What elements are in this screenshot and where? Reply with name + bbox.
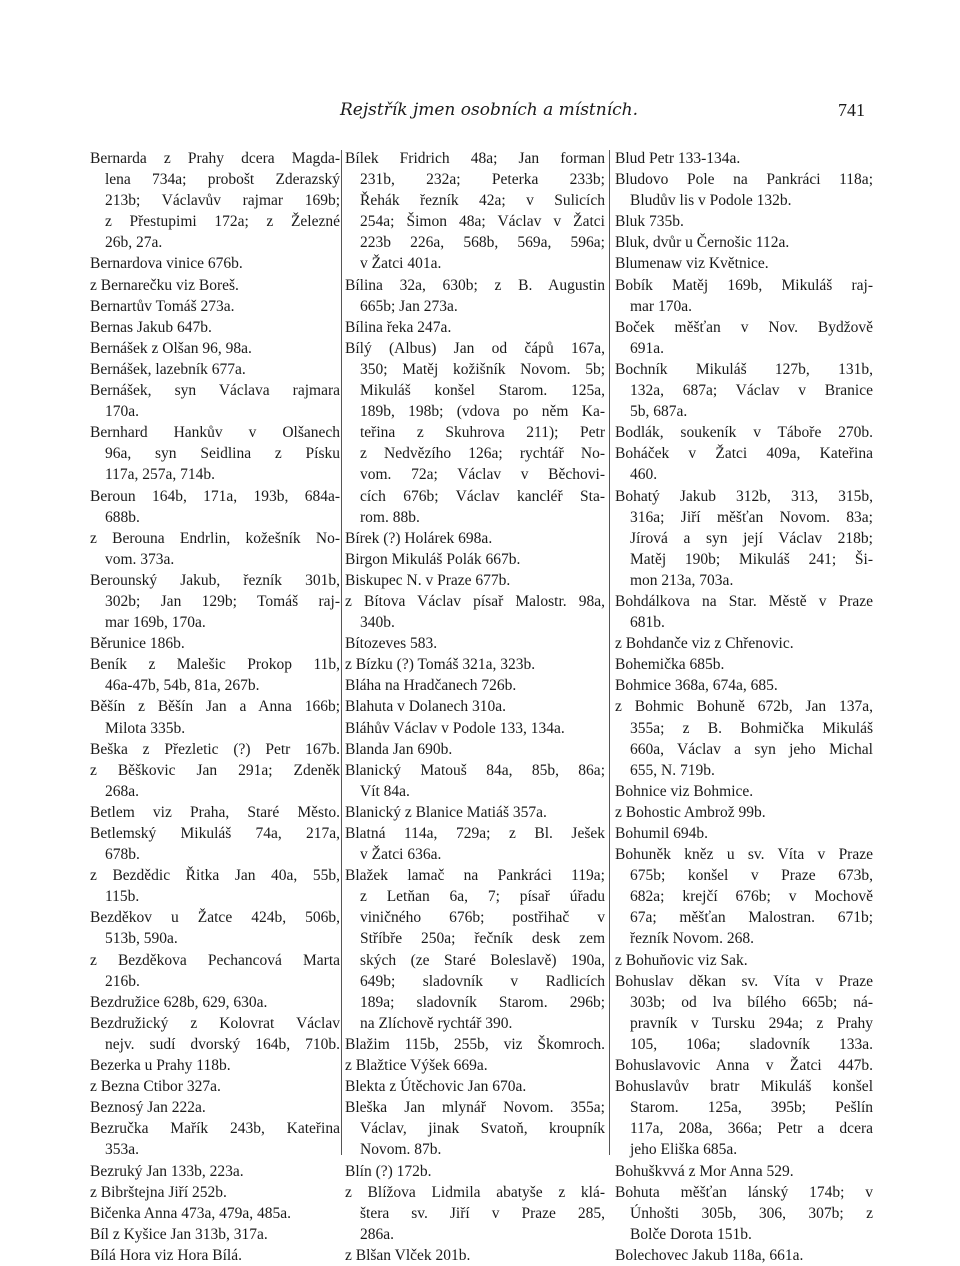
index-entry-line: z Blažtice Výšek 669a. bbox=[345, 1057, 488, 1075]
index-entry-line: Bernas Jakub 647b. bbox=[90, 318, 212, 336]
index-entry-continuation: 649b; sladovník v Radlicích bbox=[360, 972, 605, 990]
index-entry-line: Blanický z Blanice Matiáš 357a. bbox=[345, 803, 547, 821]
index-entry-continuation: vom. 72a; Václav v Běchovi- bbox=[360, 466, 605, 484]
index-entry-continuation: 46a-47b, 54b, 81a, 267b. bbox=[105, 677, 260, 695]
index-entry-line: z Bohmic Bohuně 672b, Jan 137a, bbox=[615, 698, 873, 716]
index-entry-continuation: 189b, 198b; (vdova po něm Ka- bbox=[360, 403, 605, 421]
index-entry-continuation: 682a; krejčí 676b; v Mochově bbox=[630, 888, 873, 906]
index-entry-continuation: v Žatci 636a. bbox=[360, 846, 442, 864]
index-entry-line: z Běškovic Jan 291a; Zdeněk bbox=[90, 761, 340, 779]
index-entry-line: Beník z Malešic Prokop 11b, bbox=[90, 656, 340, 674]
index-entry-line: Bohdálkova na Star. Městě v Praze bbox=[615, 592, 873, 610]
index-entry-line: Bernášek, syn Václava rajmara bbox=[90, 382, 340, 400]
index-entry-continuation: 254a; Šimon 48a; Václav v Žatci bbox=[360, 213, 605, 231]
index-entry-continuation: pravník v Tursku 294a; z Prahy bbox=[630, 1014, 873, 1032]
index-entry-continuation: 355a; z B. Bohmička Mikuláš bbox=[630, 719, 873, 737]
index-entry-continuation: 302b; Jan 129b; Tomáš raj- bbox=[105, 592, 340, 610]
index-entry-line: Bičenka Anna 473a, 479a, 485a. bbox=[90, 1204, 292, 1222]
column-divider bbox=[609, 150, 610, 1155]
index-entry-continuation: 675b; konšel v Praze 673b, bbox=[630, 867, 873, 885]
index-entry-continuation: 316a; Jiří měšťan Novom. 83a; bbox=[630, 508, 873, 526]
index-entry-line: Bluk, dvůr u Černošic 112a. bbox=[615, 234, 790, 252]
index-entry-continuation: ských (ze Staré Boleslavě) 190a, bbox=[360, 951, 605, 969]
index-entry-line: Boček měšťan v Nov. Bydžově bbox=[615, 318, 873, 336]
index-entry-continuation: Bludův lis v Podole 132b. bbox=[630, 192, 792, 210]
index-entry-line: Berounský Jakub, řezník 301b, bbox=[90, 571, 340, 589]
index-entry-continuation: z Nedvězího 126a; rychtář No- bbox=[360, 445, 605, 463]
index-entry-line: z Berouna Endrlin, kožešník No- bbox=[90, 529, 340, 547]
index-entry-continuation: 216b. bbox=[105, 972, 140, 990]
index-entry-continuation: 303b; od lva bílého 665b; ná- bbox=[630, 993, 873, 1011]
index-entry-line: Bílina 32a, 630b; z B. Augustin bbox=[345, 276, 605, 294]
index-entry-continuation: Václav, jinak Svatoň, kroupník bbox=[360, 1120, 605, 1138]
index-entry-continuation: 5b, 687a. bbox=[630, 403, 688, 421]
index-entry-line: z Blšan Vlček 201b. bbox=[345, 1246, 471, 1264]
index-entry-line: Bláha na Hradčanech 726b. bbox=[345, 677, 517, 695]
index-entry-line: Bochník Mikuláš 127b, 131b, bbox=[615, 360, 873, 378]
index-entry-line: Bohatý Jakub 312b, 313, 315b, bbox=[615, 487, 873, 505]
index-entry-line: Blumenaw viz Květnice. bbox=[615, 255, 769, 273]
index-entry-continuation: štera sv. Jiří v Praze 285, bbox=[360, 1204, 605, 1222]
index-entry-line: Bírek (?) Holárek 698a. bbox=[345, 529, 493, 547]
index-entry-line: Bláhův Václav v Podole 133, 134a. bbox=[345, 719, 565, 737]
index-entry-line: Beznosý Jan 222a. bbox=[90, 1099, 206, 1117]
index-entry-continuation: 688b. bbox=[105, 508, 140, 526]
index-entry-line: Beroun 164b, 171a, 193b, 684a- bbox=[90, 487, 340, 505]
index-entry-line: Bobík Matěj 169b, Mikuláš raj- bbox=[615, 276, 873, 294]
index-entry-continuation: 678b. bbox=[105, 846, 140, 864]
index-entry-continuation: 117a, 208a, 366a; Petr a dcera bbox=[630, 1120, 873, 1138]
index-entry-line: Bílina řeka 247a. bbox=[345, 318, 452, 336]
index-entry-continuation: 353a. bbox=[105, 1141, 140, 1159]
index-entry-line: Bílý (Albus) Jan od čápů 167a, bbox=[345, 339, 605, 357]
index-entry-continuation: nejv. sudí dvorský 164b, 710b. bbox=[105, 1035, 340, 1053]
page-number: 741 bbox=[838, 100, 865, 120]
index-entry-continuation: 681b. bbox=[630, 614, 665, 632]
index-entry-line: Bernardova vinice 676b. bbox=[90, 255, 243, 273]
index-entry-line: Bodlák, soukeník v Táboře 270b. bbox=[615, 424, 873, 442]
index-entry-continuation: 170a. bbox=[105, 403, 140, 421]
index-entry-line: Bílá Hora viz Hora Bílá. bbox=[90, 1246, 242, 1264]
index-entry-continuation: 223b 226a, 568b, 569a, 596a; bbox=[360, 234, 605, 252]
index-entry-line: Blanda Jan 690b. bbox=[345, 740, 453, 758]
index-entry-line: Beška z Přezletic (?) Petr 167b. bbox=[90, 740, 340, 758]
index-entry-continuation: 67a; měšťan Malostran. 671b; bbox=[630, 909, 873, 927]
index-entry-continuation: 286a. bbox=[360, 1225, 395, 1243]
index-entry-continuation: 189a; sladovník Starom. 296b; bbox=[360, 993, 605, 1011]
index-entry-line: Bernarda z Prahy dcera Magda- bbox=[90, 150, 340, 167]
index-entry-continuation: 268a. bbox=[105, 782, 140, 800]
index-entry-continuation: z Letňan 6a, 7; písař úřadu bbox=[360, 888, 605, 906]
index-entry-continuation: mon 213a, 703a. bbox=[630, 571, 734, 589]
index-entry-continuation: 660a, Václav a syn jeho Michal bbox=[630, 740, 873, 758]
index-entry-continuation: viničného 676b; postřihač v bbox=[360, 909, 605, 927]
index-entry-line: z Bízku (?) Tomáš 321a, 323b. bbox=[345, 656, 536, 674]
index-entry-line: Bohnice viz Bohmice. bbox=[615, 782, 754, 800]
index-entry-line: Bludovo Pole na Pankráci 118a; bbox=[615, 171, 873, 189]
index-entry-line: Běšín z Běšín Jan a Anna 166b; bbox=[90, 698, 340, 716]
index-entry-continuation: 115b. bbox=[105, 888, 140, 906]
index-entry-line: Bohuta měšťan lánský 174b; v bbox=[615, 1183, 873, 1201]
index-entry-continuation: mar 169b, 170a. bbox=[105, 614, 206, 632]
index-entry-line: Blanický Matouš 84a, 85b, 86a; bbox=[345, 761, 605, 779]
index-entry-line: z Bibrštejna Jiří 252b. bbox=[90, 1183, 227, 1201]
index-entry-line: Bernartův Tomáš 273a. bbox=[90, 297, 235, 315]
index-entry-line: z Bohuňovic viz Sak. bbox=[615, 951, 748, 969]
index-entry-line: Biskupec N. v Praze 677b. bbox=[345, 571, 511, 589]
index-entry-line: Bezruký Jan 133b, 223a. bbox=[90, 1162, 244, 1180]
index-entry-continuation: řezník Novom. 268. bbox=[630, 930, 754, 948]
index-entry-line: Blud Petr 133-134a. bbox=[615, 150, 741, 167]
index-entry-line: Bezerka u Prahy 118b. bbox=[90, 1057, 231, 1075]
index-entry-line: Bernhard Hankův v Olšanech bbox=[90, 424, 340, 442]
index-entry-line: Běrunice 186b. bbox=[90, 635, 185, 653]
index-entry-continuation: 26b, 27a. bbox=[105, 234, 163, 252]
index-entry-line: z Bezděkova Pechancová Marta bbox=[90, 951, 340, 969]
index-entry-continuation: Řehák řezník 42a; v Sulicích bbox=[360, 192, 605, 210]
index-entry-line: Bílek Fridrich 48a; Jan forman bbox=[345, 150, 605, 167]
index-entry-continuation: Vít 84a. bbox=[360, 782, 410, 800]
index-entry-line: Bezdružice 628b, 629, 630a. bbox=[90, 993, 268, 1011]
index-entry-line: Bluk 735b. bbox=[615, 213, 684, 231]
index-entry-continuation: 105, 106a; sladovník 133a. bbox=[630, 1035, 873, 1053]
index-entry-line: Bernášek z Olšan 96, 98a. bbox=[90, 339, 252, 357]
index-entry-line: Bohumil 694b. bbox=[615, 825, 709, 842]
index-entry-line: Bohuněk kněz u sv. Víta v Praze bbox=[615, 846, 873, 864]
index-entry-continuation: jeho Eliška 685a. bbox=[630, 1141, 738, 1159]
index-entry-continuation: 96a, syn Seidlina z Písku bbox=[105, 445, 340, 463]
index-entry-continuation: cích 676b; Václav kancléř Sta- bbox=[360, 487, 605, 505]
index-entry-line: Blažim 115b, 255b, viz Škomroch. bbox=[345, 1035, 605, 1053]
running-head bbox=[90, 100, 865, 126]
index-entry-continuation: 350; Matěj kožišník Novom. 5b; bbox=[360, 360, 605, 378]
index-column-1 bbox=[90, 148, 340, 1266]
index-entry-continuation: 655, N. 719b. bbox=[630, 761, 715, 779]
index-entry-continuation: teřina z Skuhrova 211); Petr bbox=[360, 424, 605, 442]
index-entry-line: Boháček v Žatci 409a, Kateřina bbox=[615, 445, 873, 463]
index-entry-line: Bohuslavův bratr Mikuláš konšel bbox=[615, 1078, 873, 1096]
index-entry-continuation: Milota 335b. bbox=[105, 719, 186, 737]
index-entry-continuation: v Žatci 401a. bbox=[360, 255, 442, 273]
index-entry-line: z Bohdanče viz z Chřenovic. bbox=[615, 635, 794, 653]
index-entry-line: Blekta z Útěchovic Jan 670a. bbox=[345, 1078, 527, 1096]
index-entry-continuation: z Přestupimi 172a; z Železné bbox=[105, 213, 340, 231]
index-entry-continuation: vom. 373a. bbox=[105, 550, 175, 568]
index-entry-continuation: mar 170a. bbox=[630, 297, 692, 315]
index-entry-continuation: Mikuláš konšel Starom. 125a, bbox=[360, 382, 605, 400]
index-entry-line: z Blížova Lidmila abatyše z klá- bbox=[345, 1183, 605, 1201]
index-entry-continuation: Jírová a syn její Václav 218b; bbox=[630, 529, 873, 547]
index-entry-line: Bohuslav děkan sv. Víta v Praze bbox=[615, 972, 873, 990]
index-entry-line: Bezdružický z Kolovrat Václav bbox=[90, 1014, 340, 1032]
index-entry-line: z Bezna Ctibor 327a. bbox=[90, 1078, 221, 1096]
index-entry-line: Blažek lamač na Pankráci 119a; bbox=[345, 867, 605, 885]
index-entry-continuation: Stříbře 250a; řečník desk zem bbox=[360, 930, 605, 948]
column-divider bbox=[341, 150, 342, 1155]
running-title: Rejstřík jmen osobních a místních. bbox=[340, 100, 639, 120]
index-entry-line: Bolechovec Jakub 118a, 661a. bbox=[615, 1246, 804, 1264]
index-entry-line: Blatná 114a, 729a; z Bl. Ješek bbox=[345, 825, 605, 842]
index-entry-continuation: 340b. bbox=[360, 614, 395, 632]
index-entry-line: Bohuslavovic Anna v Žatci 447b. bbox=[615, 1057, 873, 1075]
index-entry-line: Bleška Jan mlynář Novom. 355a; bbox=[345, 1099, 605, 1117]
index-entry-line: Betlem viz Praha, Staré Město. bbox=[90, 803, 340, 821]
index-entry-line: Betlemský Mikuláš 74a, 217a, bbox=[90, 825, 340, 842]
index-entry-line: Bíl z Kyšice Jan 313b, 317a. bbox=[90, 1225, 268, 1243]
index-entry-continuation: 117a, 257a, 714b. bbox=[105, 466, 216, 484]
index-column-2 bbox=[345, 148, 605, 1266]
index-entry-line: z Bítova Václav písař Malostr. 98a, bbox=[345, 592, 605, 610]
index-entry-line: Bohmice 368a, 674a, 685. bbox=[615, 677, 778, 695]
index-entry-continuation: 513b, 590a. bbox=[105, 930, 178, 948]
index-entry-continuation: Bolče Dorota 151b. bbox=[630, 1225, 752, 1243]
index-entry-continuation: 691a. bbox=[630, 339, 665, 357]
index-entry-line: Bohuškvvá z Mor Anna 529. bbox=[615, 1162, 794, 1180]
index-entry-line: Birgon Mikuláš Polák 667b. bbox=[345, 550, 521, 568]
index-entry-continuation: rom. 88b. bbox=[360, 508, 420, 526]
index-entry-continuation: Novom. 87b. bbox=[360, 1141, 442, 1159]
index-entry-line: Bezděkov u Žatce 424b, 506b, bbox=[90, 909, 340, 927]
index-entry-line: Bohemička 685b. bbox=[615, 656, 725, 674]
index-entry-continuation: Matěj 190b; Mikuláš 241; Ši- bbox=[630, 550, 873, 568]
index-entry-line: Blín (?) 172b. bbox=[345, 1162, 432, 1180]
index-entry-continuation: Únhošti 305b, 306, 307b; z bbox=[630, 1204, 873, 1222]
index-entry-line: Bezručka Mařík 243b, Kateřina bbox=[90, 1120, 340, 1138]
index-entry-line: Blahuta v Dolanech 310a. bbox=[345, 698, 506, 716]
index-entry-continuation: 132a, 687a; Václav v Branice bbox=[630, 382, 873, 400]
index-entry-line: Bítozeves 583. bbox=[345, 635, 438, 653]
index-entry-continuation: na Zlíchově rychtář 390. bbox=[360, 1014, 513, 1032]
index-entry-continuation: lena 734a; probošt Zderazský bbox=[105, 171, 340, 189]
index-entry-continuation: 665b; Jan 273a. bbox=[360, 297, 458, 315]
index-entry-continuation: Starom. 125a, 395b; Pešlín bbox=[630, 1099, 873, 1117]
index-column-3 bbox=[615, 148, 873, 1266]
index-entry-continuation: 460. bbox=[630, 466, 658, 484]
index-entry-line: z Bernarečku viz Boreš. bbox=[90, 276, 239, 294]
index-entry-continuation: 213b; Václavův rajmar 169b; bbox=[105, 192, 340, 210]
index-entry-line: z Bohostic Ambrož 99b. bbox=[615, 803, 766, 821]
index-entry-line: z Bezdědic Řitka Jan 40a, 55b, bbox=[90, 867, 340, 885]
index-entry-continuation: 231b, 232a; Peterka 233b; bbox=[360, 171, 605, 189]
index-entry-line: Bernášek, lazebník 677a. bbox=[90, 360, 246, 378]
